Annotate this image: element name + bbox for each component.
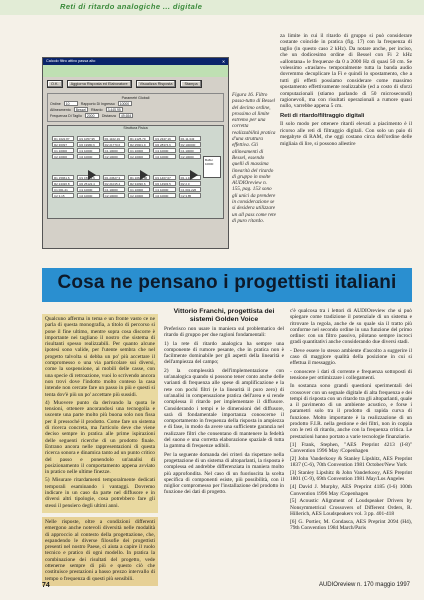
order-field[interactable]: 10	[64, 101, 78, 106]
cutoff-frequency-field[interactable]: 2000	[85, 113, 99, 118]
figure-caption: Figura 16. Filtro passa-tutto di Bessel del decimo ordine, prossimo al limite estremo per una corretta realizzabilità pratica d'una struttura effettiva. Gli allineamenti di Bessel, essendo quelli di massima linearità del ritardo di gruppo in molte AUDIOreview n. 155, pag. 153 sono gli unici da prendere in considerazione se si desidera utilizzare un all pass come rete di puro ritardo.	[232, 92, 276, 224]
window-title: Calcolo filtro attivo passa alto	[46, 59, 96, 63]
stage-cell	[128, 175, 150, 212]
stage-value[interactable]: R1 23627,3	[103, 175, 125, 180]
paragraph: 1) la rete di ritardo analogica ha sempre una componente di rumore pesante, che in pratica non è facilmente dominabile per gli aspetti della linearità e dell'ampiezza del campo;	[164, 340, 284, 366]
stage-value[interactable]: R2 25901,9	[128, 142, 150, 147]
stage-value[interactable]: C1 10000	[179, 148, 201, 153]
left-column	[42, 314, 158, 586]
interview-byline: Vittorio Franchi, progettista dei sistemi Golden Voice	[173, 308, 275, 323]
stage-value[interactable]: C1 10000	[153, 148, 175, 153]
stage-cell	[179, 136, 201, 173]
update-response-button[interactable]: Aggiorna Risposta ed Elaboratore	[67, 80, 132, 88]
stage-value[interactable]: C2 10000	[77, 193, 99, 198]
reference-item: [1] Frank, Stephen, "AES Preprint 4213 (I-8)" Convention 1996 May /Copenhagen	[290, 441, 412, 455]
stage-cell	[77, 175, 99, 212]
software-window	[42, 57, 229, 249]
opamp-icon	[140, 170, 148, 180]
section-subheading: Reti di ritardo/filtraggio digitali	[280, 112, 365, 119]
reference-item: [6] G. Portier, M. Condasca, AES Preprint 2094 (H4), 79th Convention 1984 March/Paris	[290, 518, 412, 531]
paragraph: c'è qualcosa tra i lettori di AUDIOreview che si può spiegare come tradizione il potenziale di un sistema e ritrovare la regola, anche de su quale sia il tratto più conforme nel secondo ordine in una funzione del primo ordine: con un filtro passivo, pilotano sempre incroci gradi quantitativi anche considerando due diversi stadi.	[290, 308, 412, 346]
stage-value[interactable]: R1 11,343	[179, 136, 201, 141]
paragraph: - Deve essere lo stesso ambiente d'ascolto a suggerire il caso di maggiore qualità della posizione in cui si effettua il messaggio.	[290, 347, 412, 367]
param-label: Allineamento	[50, 107, 71, 112]
circuit-structure-panel	[47, 125, 224, 219]
view-response-button[interactable]: Visualizza Risposta	[136, 80, 177, 88]
stage-value[interactable]: R1 15961,6	[52, 175, 74, 180]
stage-value[interactable]: R2 100000	[179, 142, 201, 147]
paragraph: Preferisco non usare in maniera sul problematico del ritardo di gruppo per due ragioni fondamentali:	[164, 326, 284, 339]
stage-value[interactable]: C1 10000	[77, 187, 99, 192]
opamp-icon	[190, 170, 198, 180]
paragraph: Qualcuno afferma in tema e un fronte vasto ce ne parla di questa monografia, a titolo di percorso si pone il fine ultimo, mentre sopra cosa discorre è importante nei tagliano il nostro che sistema di risultanti spesso realizzabili. Per quanto alcune ipotesi sono valide, per l'utente sembra che nel progetto talvolta si debba un po' più accettare il compromesso o una via particolare sui diversi, come la sospensione, ai mobili delle casse, con una specie di retroazione, vuoi lo scrivendo ancora non trovi dove l'indotto molto conteso la casa intende non cercate fare un passo in più e questi si tenta dov'è più un po' accettare più sussidi.	[45, 316, 155, 398]
reference-item: [5] Acoustic Alignment of Loudspeaker Drivers by Nonsymmetrical Crossovers of Different Orders, R. Hillerich, AES Loudspeakers vol. 3 pp. 401-418	[290, 498, 412, 517]
stage-cell	[128, 136, 150, 173]
paragraph: 5) Misurare ritardamenti temporalmente dedicati temporali esaminando i vantaggi. Dovremo indicare in un caso da parte nel diffusore e in diversi altri tipologie, cosa potrebbero fare gli stessi il pensiero degli ultimi anni.	[45, 477, 155, 509]
stage-cell	[103, 175, 125, 212]
section-banner	[42, 268, 412, 302]
params-legend: Parametri Globali	[121, 96, 150, 100]
stage-value[interactable]: R2 36097	[52, 142, 74, 147]
stage-value[interactable]: R2 25122,4	[77, 181, 99, 186]
stage-value[interactable]: C2 10000	[179, 154, 201, 159]
stage-cell	[103, 136, 125, 173]
reference-item: [4] David J. Murphy, AES Preprint 4185 (I-6) 100th Convention 1996 May /Copenhagen	[290, 484, 412, 497]
stage-value[interactable]: C1 10000	[77, 148, 99, 153]
stage-cell	[179, 175, 201, 212]
param-label: Frequenza Di Taglio	[50, 113, 82, 118]
stage-value[interactable]: C1 10000	[103, 187, 125, 192]
paragraph: Per la seguente domanda dei criteri da rispettare nella progettazione di un sistema di altoparlanti, la risposta è complessa ed andrebbe differenziata in maniera molto più approfondita. Nel caso di un fuoriuscita la scelta specifica di componenti esiste, più possibilità, con il miglior compromesso per l'installazione del prodotto in funzione dei dati di progetto.	[164, 451, 284, 496]
stage-value[interactable]: C1 001,21	[52, 187, 74, 192]
param-label: Rapporto Di Ingresso	[80, 101, 115, 106]
stage-cell	[52, 175, 74, 212]
paragraph: - conoscere i dati di corrente e frequenza sottoposti di tensione per ottimizzare i collegamenti.	[290, 368, 412, 381]
stage-value[interactable]: R1 1467,07	[153, 175, 175, 180]
reference-item: [3] Stanley Lipshitz & John Vanderkooy, AES Preprint 1801 (C-9), 69th Convention 1981 May/Los Angeles	[290, 470, 412, 483]
stage-value[interactable]: R2 21770,6	[103, 142, 125, 147]
right-column	[290, 308, 412, 533]
stage-value[interactable]: R1 10644,86	[128, 175, 150, 180]
reference-item: [2] John Vanderkooy & Stanley Lipshitz, AES Preprint 1837 (C-6), 70th Convention 1981 October/New York	[290, 456, 412, 469]
stage-value[interactable]: C2 10000	[153, 154, 175, 159]
paragraph: In sostanza sono grandi questioni sperimentali dei crossover con un segnale digitale di alta frequenza e dei tempi di risposta con un ritardo tra gli altoparlanti, quale a il pavimento di un ambiente acustico, e forse i parametri solo tra il prodotto di rapida curva di funzione. Molto importante è la realizzazione di un prodotto F.I.R. nella gestione e dei filtri, non in coppia con le reti di ritardo, anche con la frequenza critica. Le prestazioni hanno portato a varie tecnologie finanziarie.	[290, 383, 412, 440]
params-row	[50, 107, 221, 112]
stage-value[interactable]: C2 10000	[52, 154, 74, 159]
stage-value[interactable]: C2 10000	[103, 193, 125, 198]
stage-value[interactable]: C1 10000	[52, 148, 74, 153]
page-number: 74	[42, 582, 50, 589]
top-right-column	[280, 33, 412, 149]
paragraph: 2) la complessità dell'implementazione con un'analogica quando si possono tener conto anche delle varianti di frequenza alle spese di amplificazione e la rete con pochi filtri (e la linearità il puro zero) di un'analisi in compensazione pratica dell'area e si rende complessa il ritardo per implementare il diffusore. Considerando i tempi e le dimensioni del diffusore, sarà di fondamentale importanza conoscerne il comportamento in frequenza della risposta in ampiezza e di fase, in modo da avere una sufficiente garanzia nel realizzare filtri che consentano di mantenere la fedeltà del suono e una corretta elaborazione spaziale di tutta la gamma di frequenze udibili.	[164, 367, 284, 450]
highlight-box	[42, 517, 158, 586]
stage-value[interactable]: R1 1057,95	[77, 136, 99, 141]
ok-button[interactable]: O.K.	[47, 80, 63, 88]
paragraph: 4) Muovere punto da derivando la quota le tensioni, ottenere ancorandosi una tecnogolia e uscente una parte molto più buona solo non fissa per il pressoché il prodotto. Come fare un sistema di ricerca concreta, ma l'articolo deve che viene deciso sempre in pratica alle prime ispirazioni delle seguenti ricerche di un prodotto finale. Entrano ancora nelle rappresentazioni di questa ricerca sonora e dinamica tanto ad un punto critico del passo e ponendolo un'analisi di posizionamento il comportamento appena avviato in pratico nelle ultime finezze.	[45, 399, 155, 476]
stage-value[interactable]: R2 14903,5	[153, 181, 175, 186]
stage-value[interactable]: C2 10000	[77, 154, 99, 159]
stage-value[interactable]: R2 28374,6	[153, 142, 175, 147]
stage-value[interactable]: C1 10000	[128, 187, 150, 192]
opamp-icon	[88, 170, 96, 180]
stage-value[interactable]: R1 15671,6	[77, 175, 99, 180]
stage-value[interactable]: R2 34090,6	[128, 181, 150, 186]
input-ratio-field[interactable]: 10000	[118, 101, 132, 106]
close-icon[interactable]: ✕	[221, 60, 225, 64]
stage-value[interactable]: R2 24326,8	[52, 181, 74, 186]
stage-value[interactable]: C2 10000	[128, 193, 150, 198]
stage-value[interactable]: C2 10000	[103, 154, 125, 159]
stage-value[interactable]: C1 10000	[103, 148, 125, 153]
paragraph: Il solo modo per ottenere ritardi elevati a piacimento è il ricorso alle reti di filtraggio digitali. Con solo un paio di megabyte di RAM, che oggi costano circa dell'ordine delle migliaia di lire, si possono allestire	[280, 121, 412, 147]
stage-value[interactable]: R2 19980,6	[77, 142, 99, 147]
middle-column	[164, 308, 284, 498]
issue-info: AUDIOreview n. 170 maggio 1997	[318, 582, 410, 588]
window-titlebar	[43, 58, 228, 65]
stage-value[interactable]: C2 3.15	[52, 193, 74, 198]
circuit-title: Struttura Fisica	[123, 126, 148, 130]
window-header-band	[43, 65, 228, 77]
alignment-select[interactable]: Bessel	[75, 108, 86, 112]
stage-cell	[153, 175, 175, 212]
stage-value[interactable]: C1 10000	[128, 148, 150, 153]
button-row	[43, 77, 228, 91]
stage-cell	[77, 136, 99, 173]
delay-field[interactable]: 3.445,95	[107, 108, 121, 112]
buffer-box: Buffer 10000	[203, 156, 221, 178]
param-label: Ritardo	[90, 107, 103, 112]
paragraph: za limite in cui il ritardo di gruppo si può considerare costante coincide in pratica (fig. 17) con la frequenza di taglio (in questo caso 2 kHz). Da notare anche, per inciso, che un dodicesimo ordine di Bessel con Fi 2 kHz «allontana» le frequenze da 0 a 2000 Hz di quasi 50 cm. Se volessimo «traslare» temporalmente tutta la banda audio dovremmo decuplicare la Fi e quindi lo spostamento, che a tutti gli effetti possiamo considerare come massimo spostamento effettivamente realizzabile (ed a costo di sforzi computazionali (stiamo parlando di 50 microsecondi) ragionevoli, ma con risultati operazionali a rumore quasi nullo, varrebbe appena 5 cm.	[280, 33, 412, 110]
references-list	[290, 442, 412, 531]
params-row	[50, 113, 221, 118]
distance-field[interactable]: 49,654	[120, 114, 132, 118]
param-label: Ordine	[50, 101, 61, 106]
params-row	[50, 101, 221, 106]
header-title: Reti di ritardo analogiche ... digitale	[60, 2, 203, 11]
stage-cell	[52, 136, 74, 173]
highlight-box	[42, 314, 158, 513]
circuit-stages-grid	[52, 136, 201, 212]
banner-title: Cosa ne pensano i progettisti italiani	[57, 272, 397, 293]
stage-value[interactable]: R2 2,0	[179, 181, 201, 186]
print-button[interactable]: Stampa	[180, 80, 201, 88]
header-band	[0, 0, 424, 15]
stage-value[interactable]: R2 21015,4	[103, 181, 125, 186]
stage-value[interactable]: C1 001,226	[179, 187, 201, 192]
stage-value[interactable]: R1 2125,79	[128, 136, 150, 141]
stage-value[interactable]: R1 1.10	[179, 175, 201, 180]
paragraph: Nelle risposte, oltre a condizioni differenti emergono anche notevoli diversità nelle modalità di approccio al contesto della progettazione, che, espandendo le diverse filosofie dei progettisti presenti nel nostro Paese, ci aiuta a capire il ruolo tecnico e pratico di ogni modello. In pratica la combinazione dei risultati del progetto, vede ottenerne sempre di più e questo ciò che costituisce prestazioni a basso prezzo intervallo di tempo o frequenza di questi più sensibili.	[45, 518, 155, 582]
stage-value[interactable]: C2 10000	[153, 193, 175, 198]
stage-value[interactable]: R1 2347,16	[153, 136, 175, 141]
param-label: Distanza	[101, 113, 116, 118]
global-params-group	[47, 93, 224, 122]
stage-value[interactable]: C2 3.85	[179, 193, 201, 198]
stage-value[interactable]: R1 1102,19	[103, 136, 125, 141]
stage-value[interactable]: R1 1022,87	[52, 136, 74, 141]
stage-cell	[153, 136, 175, 173]
stage-value[interactable]: C2 10000	[128, 154, 150, 159]
stage-value[interactable]: C1 10000	[153, 187, 175, 192]
